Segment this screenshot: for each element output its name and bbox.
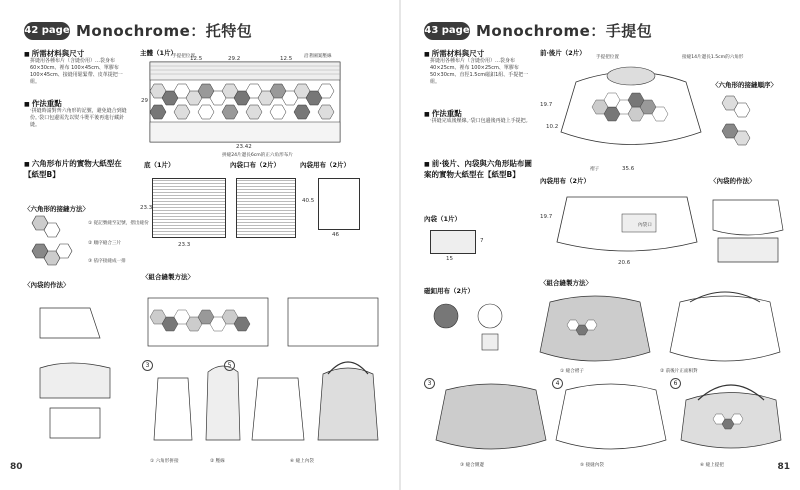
handbag-inner-bag-diagram bbox=[552, 192, 702, 262]
right-step-2: ② 前後片正面相對 bbox=[660, 369, 698, 374]
right-front-back-label: 前‧後片（2片） bbox=[540, 49, 586, 57]
right-step-6: ⑥ 縫上提把 bbox=[700, 463, 724, 468]
handbag-width-dim: 35.6 bbox=[622, 166, 635, 172]
handbag-front-back-diagram bbox=[556, 62, 706, 162]
bottom-height-dim: 23.3 bbox=[140, 205, 153, 211]
inner-bag-method-diagram bbox=[30, 298, 130, 448]
right-page bbox=[400, 0, 800, 490]
left-materials-text: 拼縫用各種布片（含縫份用）…袋身布 60×30cm、裡布 100×45cm、單膠布 100×45cm、接縫用鬆緊帶、皮革提把一組。 bbox=[30, 58, 123, 85]
left-step-6: ⑥ 縫上內袋 bbox=[290, 459, 314, 464]
hex-step-2: ② 順序縫合三片 bbox=[88, 241, 122, 246]
right-step-3: ③ 縫合側邊 bbox=[460, 463, 484, 468]
right-hex-order-diagram bbox=[716, 94, 786, 154]
left-page-badge: 42 page bbox=[24, 22, 70, 40]
hex-step-3: ③ 依序接縫成一排 bbox=[88, 259, 126, 264]
left-pattern-heading: ■ 六角形布片的實物大紙型在【紙型B】 bbox=[24, 158, 134, 180]
handbag-assembly-top-diagram bbox=[540, 292, 790, 372]
hex-step-1: ① 從記號縫至記號，摺出縫份 bbox=[88, 221, 149, 226]
bottom-piece-diagram bbox=[152, 178, 226, 238]
tote-assembly-diagram bbox=[148, 290, 388, 460]
right-step-3-marker: 3 bbox=[424, 378, 435, 389]
handbag-hex-note: 接縫14片邊長1.5cm的六角形 bbox=[682, 55, 744, 60]
right-inner-bag-label: 內袋用布（2片） bbox=[540, 177, 591, 185]
left-inner-pocket-label: 內袋用布（2片） bbox=[300, 161, 351, 169]
handbag-handle-note: 手提把位置 bbox=[596, 55, 619, 60]
right-inner-pocket-label: 內袋（1片） bbox=[424, 215, 462, 223]
right-inner-method-heading: 〈內袋的作法〉 bbox=[710, 177, 756, 185]
right-magnet-label: 磁釦用布（2片） bbox=[424, 287, 475, 295]
left-bottom-label: 底（1片） bbox=[144, 161, 175, 169]
right-page-badge: 43 page bbox=[424, 22, 470, 40]
right-hex-order-heading: 〈六角形的接縫順序〉 bbox=[712, 81, 777, 89]
left-assembly-heading: 〈組合縫製方法〉 bbox=[142, 273, 194, 281]
right-step-4-marker: 4 bbox=[552, 378, 563, 389]
handbag-side-dim: 10.2 bbox=[546, 124, 559, 130]
left-hex-order-heading: 〈六角形的接縫方法〉 bbox=[24, 205, 89, 213]
inner-pocket-width-dim: 15 bbox=[446, 256, 453, 262]
inner-bag-width-dim: 20.6 bbox=[618, 260, 631, 266]
tote-dim-4: 12.5 bbox=[280, 56, 293, 62]
pocket-width-dim: 46 bbox=[332, 232, 339, 238]
right-pattern-heading: ■ 前‧後片、內袋與六角形貼布圖案的實物大紙型在【紙型B】 bbox=[424, 158, 534, 180]
right-assembly-heading: 〈組合縫製方法〉 bbox=[540, 279, 592, 287]
inner-bag-piece-diagram bbox=[236, 178, 296, 238]
left-step-2: ② 壓線 bbox=[210, 459, 225, 464]
left-step-3-marker: 3 bbox=[142, 360, 153, 371]
right-page-title: Monochrome：手提包 bbox=[476, 22, 653, 40]
left-points-text: ‧拼縫時請對齊六角形的記號，避免縫合到縫份。‧袋口包邊需先以熨斗燙平後再進行藏針縫。 bbox=[30, 108, 127, 128]
pocket-height-dim: 40.5 bbox=[302, 198, 315, 204]
left-main-body-label: 主體（1片） bbox=[140, 49, 178, 57]
right-materials-text: 拼縫用各種布片（含縫份用）…袋身布 40×25cm、裡布 100×25cm、單膠布 50×30cm、直徑1.5cm磁釦1組、手提把一組。 bbox=[430, 58, 529, 85]
left-inner-method-heading: 〈內袋的作法〉 bbox=[24, 281, 70, 289]
bottom-width-dim: 23.3 bbox=[178, 242, 191, 248]
tote-main-body-diagram bbox=[150, 62, 340, 142]
right-inner-method-diagram bbox=[708, 190, 788, 270]
tote-height-dim: 29 bbox=[141, 98, 148, 104]
handbag-dart-note: 褶子 bbox=[590, 167, 600, 172]
left-step-5-marker: 5 bbox=[224, 360, 235, 371]
inner-bag-opening-note: 內袋口 bbox=[638, 223, 652, 228]
right-step-6-marker: 6 bbox=[670, 378, 681, 389]
tote-hex-note: 拼縫24片邊長6cm的正六角形布片 bbox=[222, 153, 293, 158]
left-page-number: 80 bbox=[10, 462, 23, 472]
right-points-text: ‧拼縫完成後壓線。‧袋口包邊後再縫上手提把。 bbox=[430, 118, 531, 124]
handbag-height-dim: 19.7 bbox=[540, 102, 553, 108]
handbag-assembly-bottom-diagram bbox=[436, 380, 786, 460]
left-inner-bag-label: 內袋口布（2片） bbox=[230, 161, 281, 169]
inner-pocket-piece-diagram bbox=[318, 178, 360, 230]
right-materials-heading: ■ 所需材料與尺寸 bbox=[424, 48, 484, 59]
tote-width-dim: 23.42 bbox=[236, 144, 252, 150]
tote-dim-2: 12.5 bbox=[190, 56, 203, 62]
left-page-title: Monochrome：托特包 bbox=[76, 22, 253, 40]
inner-bag-height-dim: 19.7 bbox=[540, 214, 553, 220]
tote-dim-3: 29.2 bbox=[228, 56, 241, 62]
hex-joining-diagram bbox=[26, 214, 86, 274]
inner-pocket-height-dim: 7 bbox=[480, 238, 484, 244]
right-points-heading: ■ 作法重點 bbox=[424, 108, 462, 119]
left-step-1: ① 六角形拼接 bbox=[150, 459, 179, 464]
right-page-number: 81 bbox=[777, 462, 790, 472]
inner-pocket-piece bbox=[430, 230, 476, 254]
tote-handle-note: 手提把位置 bbox=[172, 54, 195, 59]
left-materials-heading: ■ 所需材料與尺寸 bbox=[24, 48, 84, 59]
left-points-heading: ■ 作法重點 bbox=[24, 98, 62, 109]
tote-quilt-note: 沿著圖案壓線 bbox=[304, 54, 332, 59]
right-step-1: ① 縫合褶子 bbox=[560, 369, 584, 374]
magnet-cover-diagram bbox=[430, 300, 530, 360]
right-step-5: ⑤ 接縫內袋 bbox=[580, 463, 604, 468]
